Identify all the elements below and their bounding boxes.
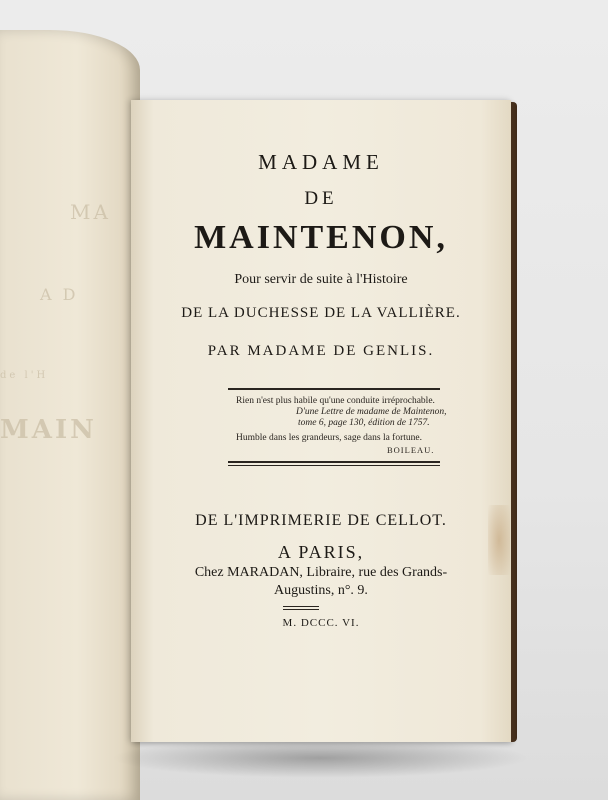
title-line-1: MADAME [258, 150, 384, 174]
epigraph-source-2: tome 6, page 130, édition de 1757. [298, 418, 430, 428]
epigraph-source-1: D'une Lettre de madame de Maintenon, [296, 407, 447, 417]
author-line: PAR MADAME DE GENLIS. [207, 343, 435, 359]
show-through-text: A D [40, 285, 79, 304]
title-line-2: DE [304, 188, 338, 209]
show-through-text: MAIN [0, 415, 97, 445]
epigraph-attribution: BOILEAU. [387, 445, 435, 455]
publisher-line-2: Augustins, n°. 9. [274, 583, 368, 598]
book-shadow [110, 738, 530, 778]
epigraph-line-2: Humble dans les grandeurs, sage dans la fortune. [236, 433, 422, 443]
divider-rule [283, 606, 319, 607]
epigraph-bottom-rule [228, 461, 440, 463]
left-page [0, 30, 140, 800]
epigraph-bottom-rule-thin [228, 465, 440, 466]
publisher-line-1: Chez MARADAN, Libraire, rue des Grands- [194, 565, 448, 580]
show-through-text: MA [70, 200, 111, 224]
subtitle: Pour servir de suite à l'Histoire [234, 272, 408, 287]
city-line: A PARIS, [277, 542, 365, 562]
epigraph-top-rule [228, 388, 440, 390]
show-through-text: de l'H [0, 370, 49, 381]
divider-rule [283, 609, 319, 610]
subtitle-2: DE LA DUCHESSE DE LA VALLIÈRE. [181, 305, 461, 321]
epigraph-line-1: Rien n'est plus habile qu'une conduite irréprochable. [236, 396, 435, 406]
date-line: M. DCCC. VI. [282, 617, 360, 629]
printer-line: DE L'IMPRIMERIE DE CELLOT. [195, 512, 447, 529]
main-title: MAINTENON, [194, 219, 448, 256]
